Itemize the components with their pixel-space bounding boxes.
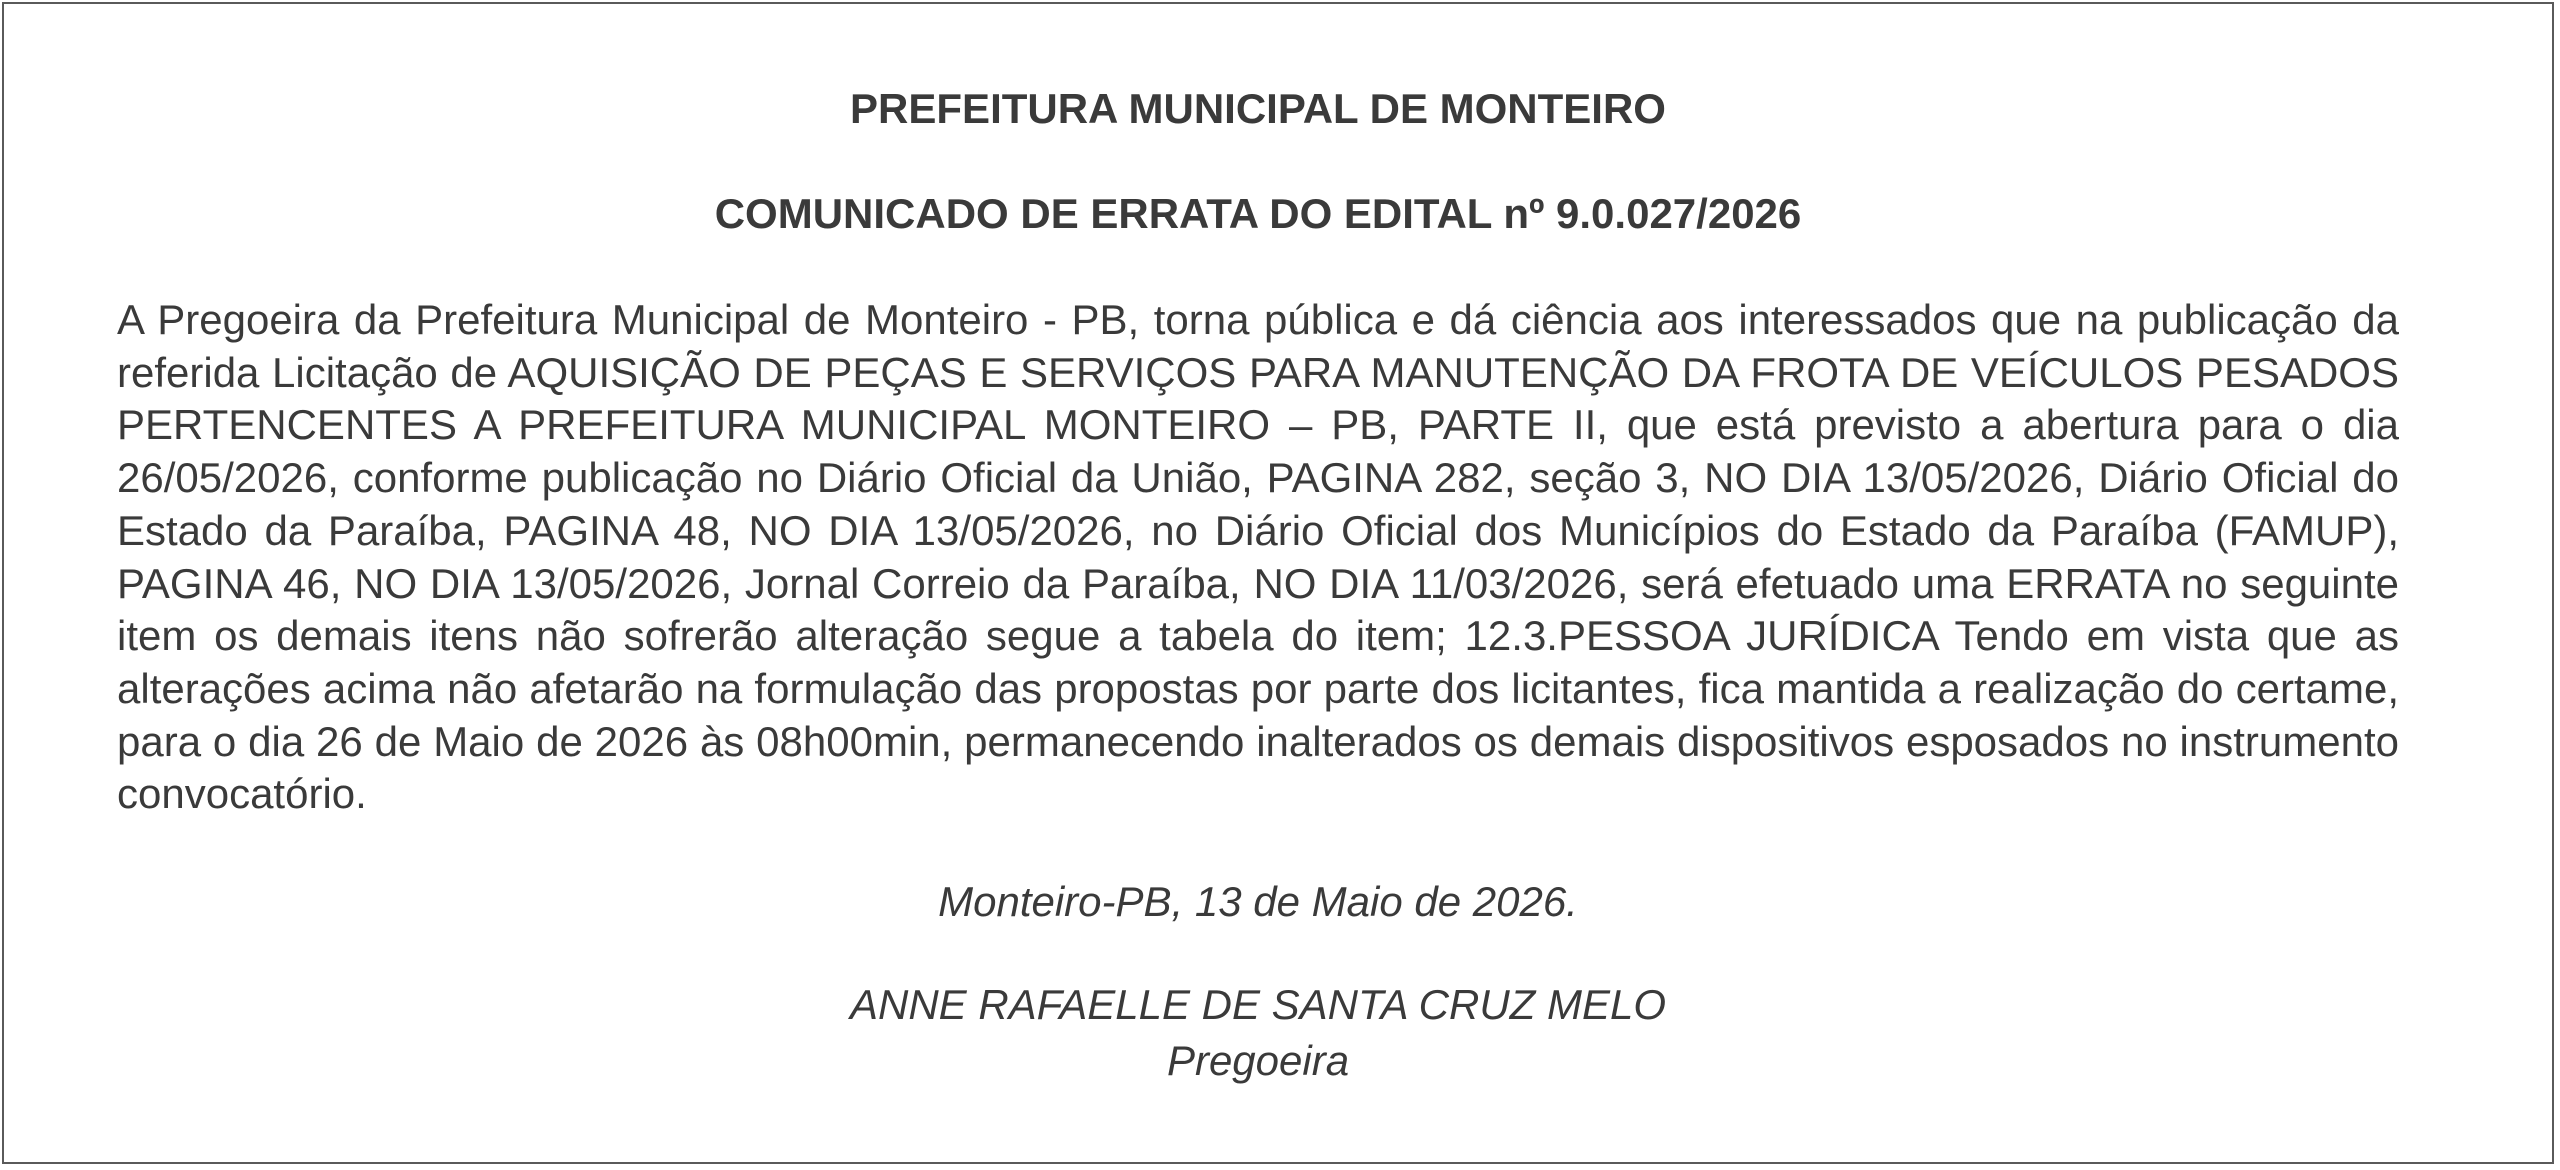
signer-name: ANNE RAFAELLE DE SANTA CRUZ MELO [849,981,1667,1028]
document-title: COMUNICADO DE ERRATA DO EDITAL nº 9.0.027/2026 [714,190,1802,237]
organization-heading: PREFEITURA MUNICIPAL DE MONTEIRO [850,85,1666,132]
body-paragraph: A Pregoeira da Prefeitura Municipal de Monteiro - PB, torna pública e dá ciência aos interessados que na publicação da referida Licitação de AQUISIÇÃO DE PEÇAS E SERVIÇOS PARA MANUTENÇÃO DA FROTA DE VEÍCULOS PESADOS PERTENCENTES A PREFEITURA MUNICIPAL MONTEIRO – PB, PARTE II, que está previsto a abertura para o dia 26/05/2026, conforme publicação no Diário Oficial da União, PAGINA 282, seção 3, NO DIA 13/05/2026, Diário Oficial do Estado da Paraíba, PAGINA 48, NO DIA 13/05/2026, no Diário Oficial dos Municípios do Estado da Paraíba (FAMUP), PAGINA 46, NO DIA 13/05/2026, Jornal Correio da Paraíba, NO DIA 11/03/2026, será efetuado uma ERRATA no seguinte item os demais itens não sofrerão alteração segue a tabela do item; 12.3.PESSOA JURÍDICA Tendo em vista que as alterações acima não afetarão na formulação das propostas por parte dos licitantes, fica mantida a realização do certame, para o dia 26 de Maio de 2026 às 08h00min, permanecendo inalterados os demais dispositivos esposados no instrumento convocatório. [117,296,2399,818]
signer-role: Pregoeira [1166,1037,1350,1084]
date-line: Monteiro-PB, 13 de Maio de 2026. [938,878,1578,925]
